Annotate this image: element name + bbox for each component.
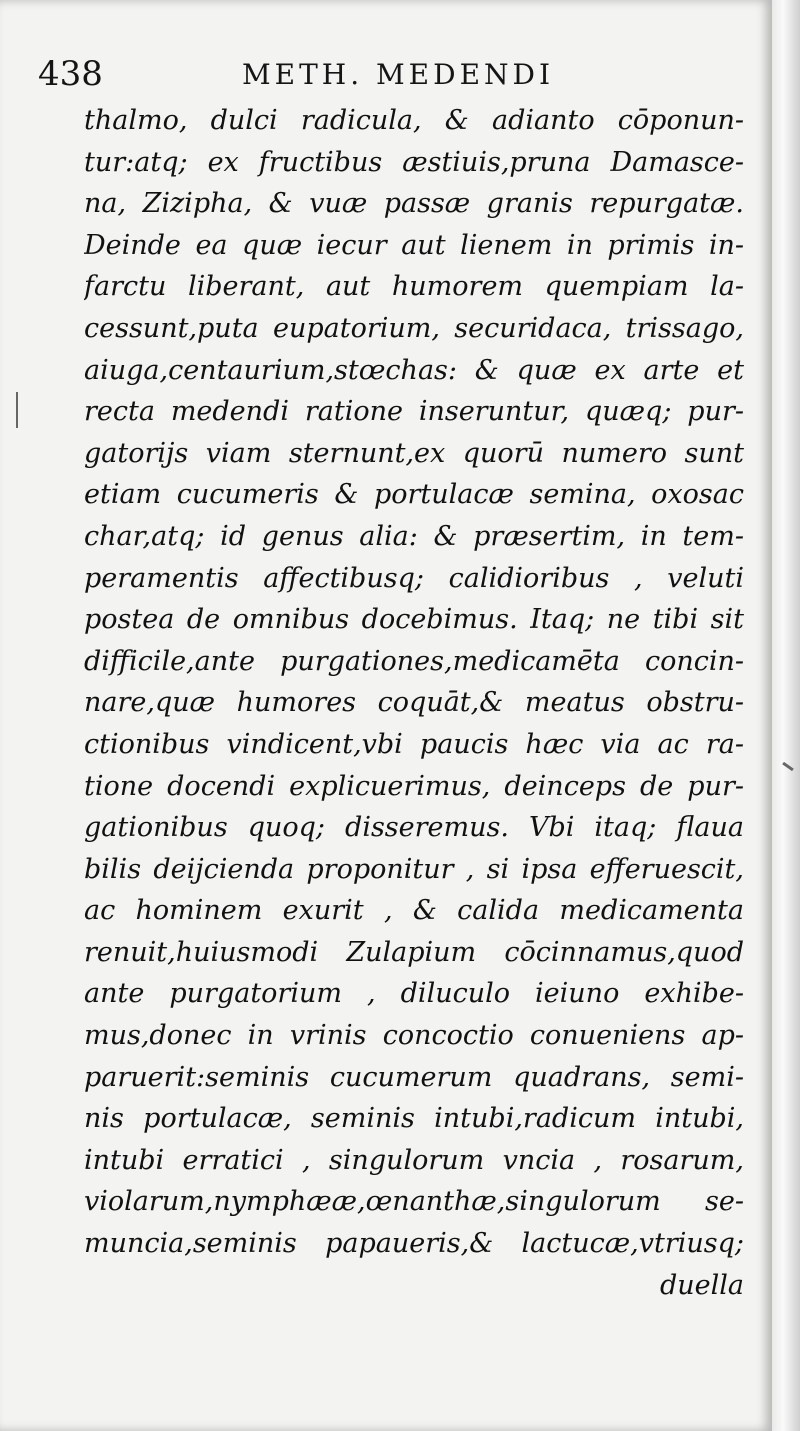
- catchword: duella: [659, 1269, 744, 1301]
- text-line: gationibus quoq; disseremus. Vbi itaq; flaua: [84, 812, 744, 844]
- text-line: cessunt,puta eupatorium, securidaca, trissago,: [84, 312, 744, 344]
- text-line: mus,donec in vrinis concoctio conueniens ap-: [84, 1020, 744, 1052]
- text-line: tur:atq; ex fructibus æstiuis,pruna Damasce-: [84, 146, 744, 178]
- margin-mark: [16, 392, 18, 428]
- text-line: renuit,huiusmodi Zulapium cōcinnamus,quod: [84, 936, 744, 968]
- text-line: Deinde ea quæ iecur aut lienem in primis in-: [84, 229, 744, 261]
- text-line: char,atq; id genus alia: & præsertim, in tem-: [84, 520, 744, 552]
- text-line: postea de omnibus docebimus. Itaq; ne tibi sit: [84, 604, 744, 636]
- text-line: muncia,seminis papaueris,& lactucæ,vtriusq;: [84, 1228, 744, 1260]
- text-line: tione docendi explicuerimus, deinceps de pur-: [84, 770, 744, 802]
- text-line: gatorijs viam sternunt,ex quorū numero sunt: [84, 437, 744, 469]
- text-line: intubi erratici , singulorum vncia , rosarum,: [84, 1144, 744, 1176]
- text-line: nare,quæ humores coquāt,& meatus obstru-: [84, 687, 744, 719]
- text-line: farctu liberant, aut humorem quempiam la-: [84, 271, 744, 303]
- text-line: paruerit:seminis cucumerum quadrans, semi-: [84, 1061, 744, 1093]
- text-line: peramentis affectibusq; calidioribus , veluti: [84, 562, 744, 594]
- text-line: nis portulacæ, seminis intubi,radicum intubi,: [84, 1103, 744, 1135]
- text-line: ac hominem exurit , & calida medicamenta: [84, 895, 744, 927]
- text-line: bilis deijcienda proponitur , si ipsa efferuescit,: [84, 853, 744, 885]
- body-text: [84, 100, 744, 1390]
- text-line: difficile,ante purgationes,medicamēta concin-: [84, 645, 744, 677]
- text-line: etiam cucumeris & portulacæ semina, oxosac: [84, 479, 744, 511]
- text-line: ante purgatorium , diluculo ieiuno exhibe-: [84, 978, 744, 1010]
- text-line: recta medendi ratione inseruntur, quæq; pur-: [84, 396, 744, 428]
- running-head: METH. MEDENDI: [242, 58, 555, 91]
- text-line: na, Zizipha, & vuæ passæ granis repurgatæ.: [84, 188, 744, 220]
- text-line: thalmo, dulci radicula, & adianto cōponun-: [84, 105, 744, 136]
- text-line: aiuga,centaurium,stœchas: & quæ ex arte et: [84, 354, 744, 386]
- text-line: ctionibus vindicent,vbi paucis hæc via ac ra-: [84, 728, 744, 760]
- page-number: 438: [38, 54, 103, 94]
- page-header: [38, 54, 738, 98]
- text-line: violarum,nymphææ,œnanthæ,singulorum se-: [84, 1186, 744, 1218]
- page-gutter: [772, 0, 800, 1431]
